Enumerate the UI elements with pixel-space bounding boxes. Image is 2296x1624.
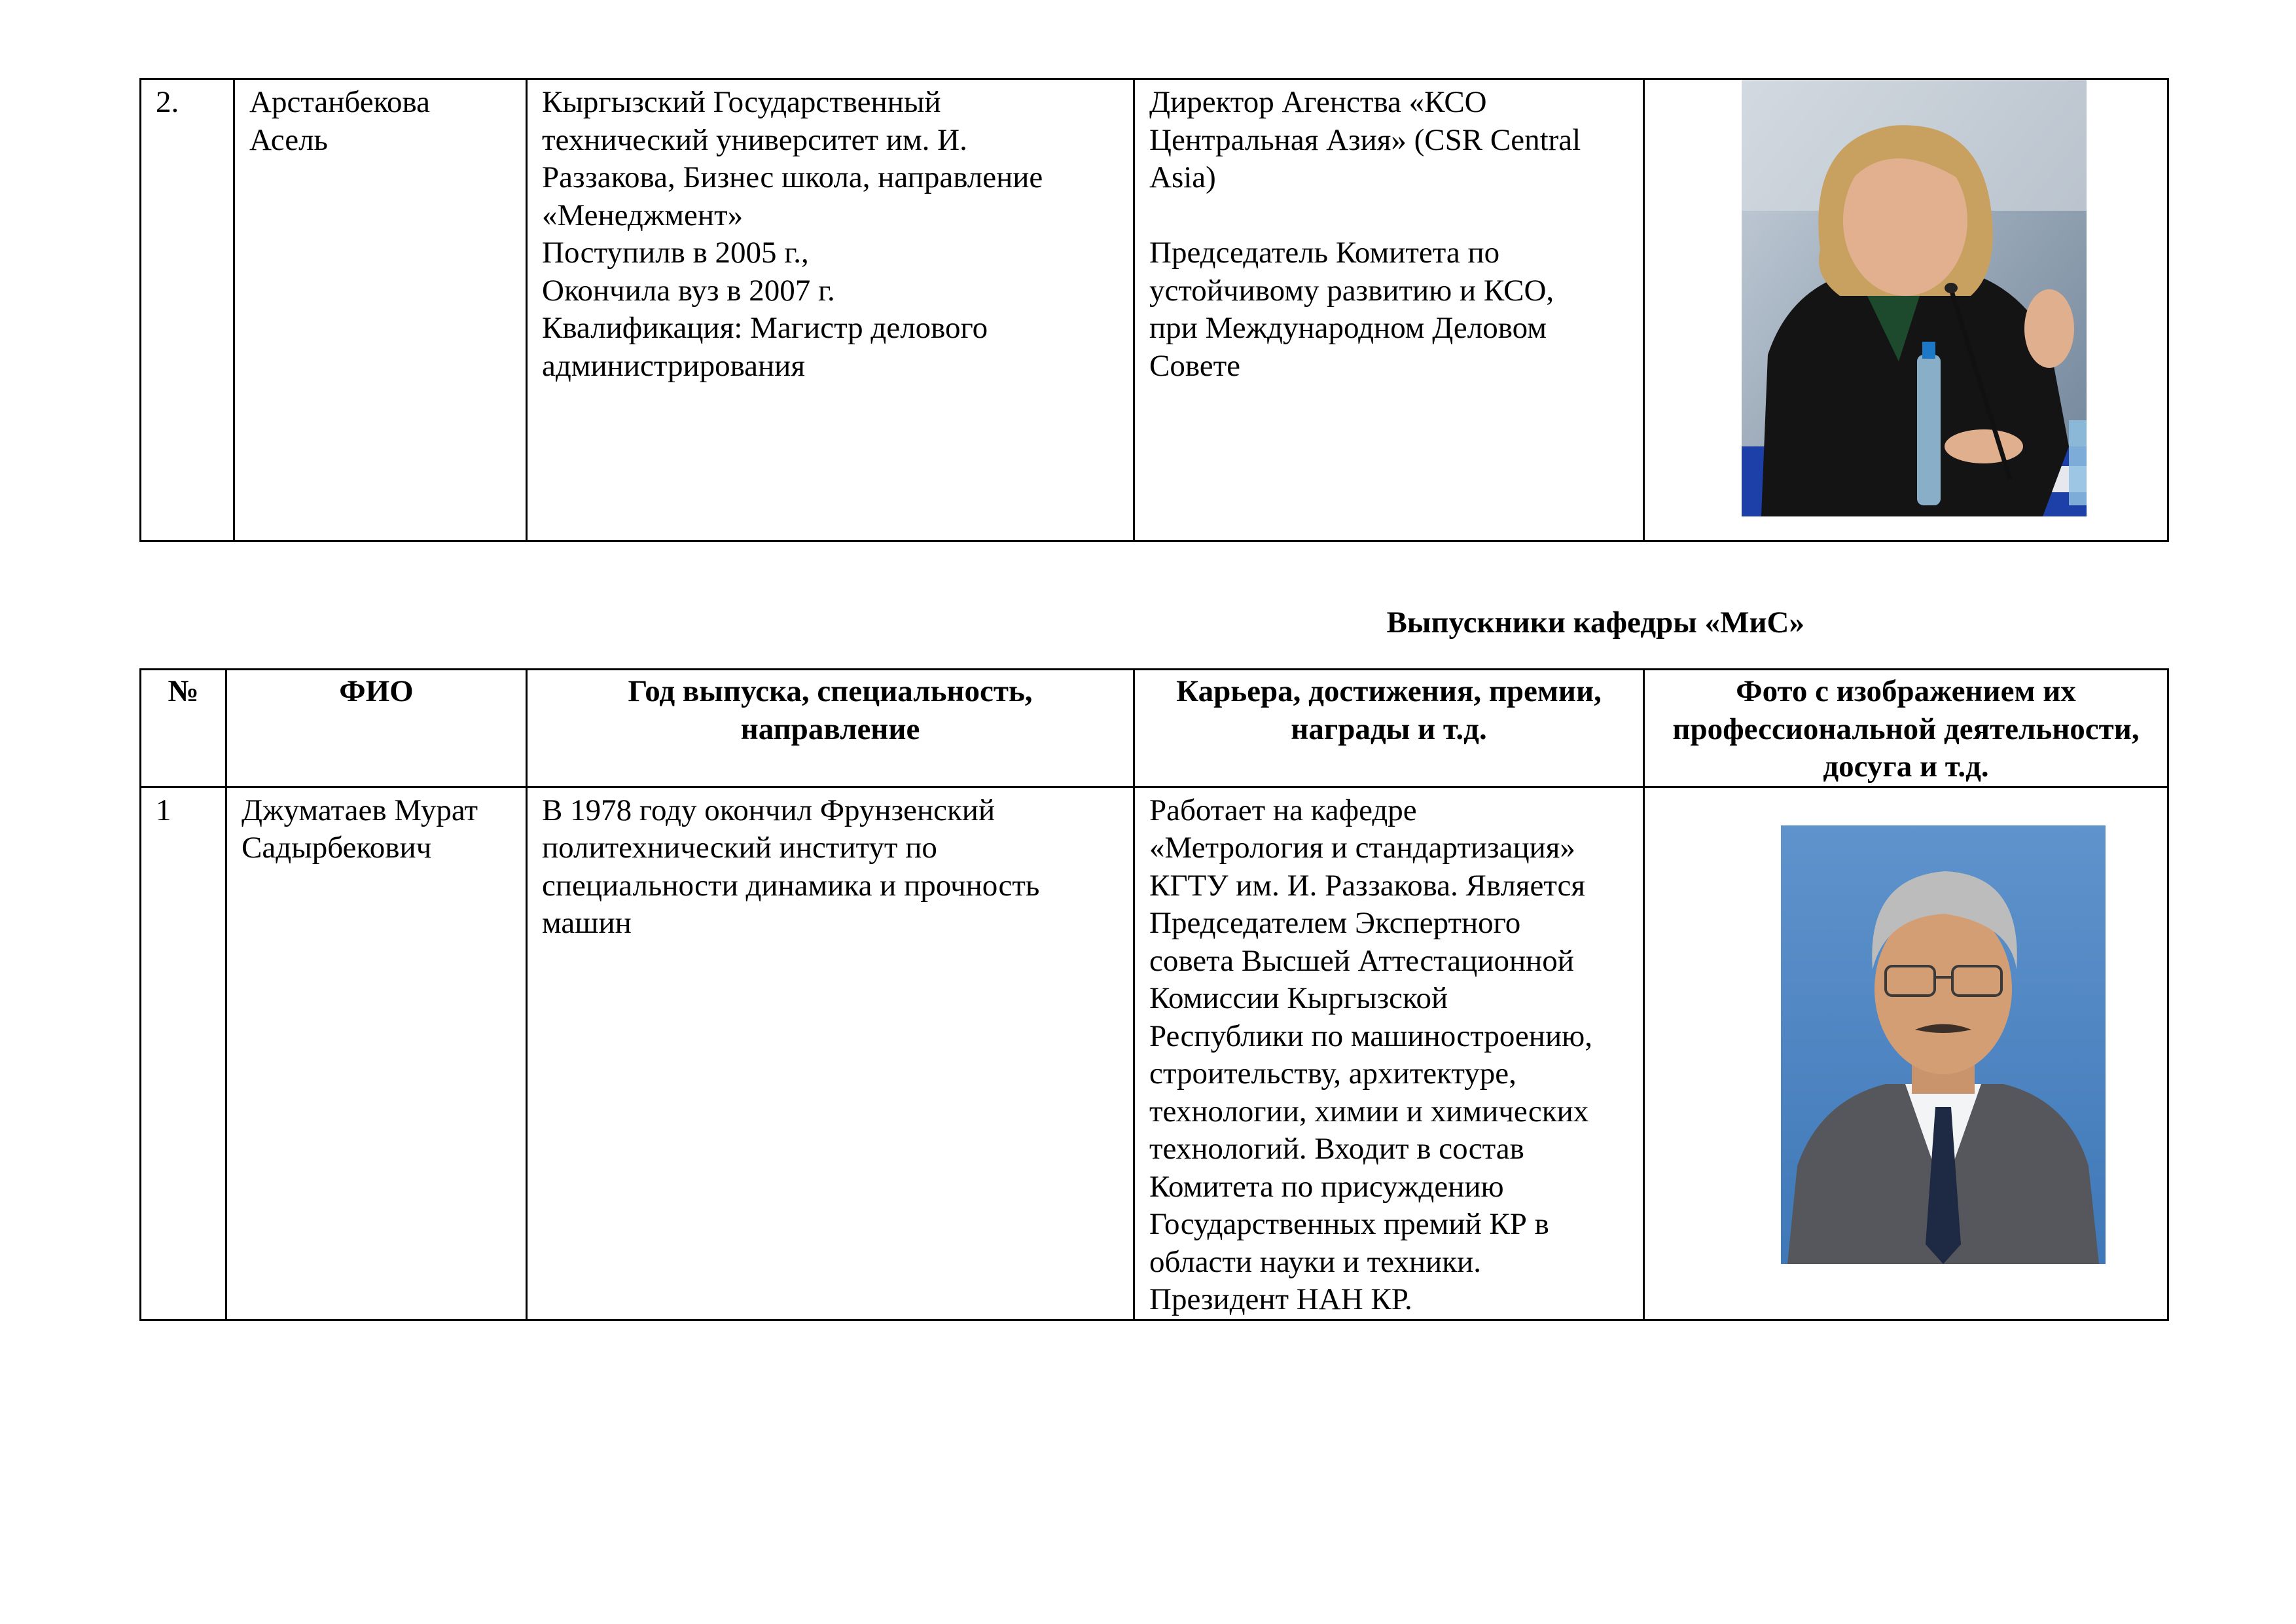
header-photo-label: Фото с изображением их профессиональной деятельности, досуга и т.д.: [1672, 674, 2140, 784]
header-name-label: ФИО: [339, 674, 414, 708]
header-career: [1134, 670, 1644, 787]
header-number: [141, 670, 226, 787]
header-name: [226, 670, 527, 787]
header-education-label: Год выпуска, специальность, направление: [628, 674, 1033, 746]
row-number: 1: [156, 793, 171, 827]
table-header-row: [141, 670, 2168, 787]
row-number-cell: [141, 787, 226, 1320]
table-row: [141, 787, 2168, 1320]
career-text: Директор Агенства «КСО Центральная Азия» (CSR Central Asia) Председатель Комитета по устойчивому развитию и КСО, при Международном Деловом Совете: [1149, 85, 1581, 383]
education-cell: [527, 79, 1134, 541]
education-text: В 1978 году окончил Фрунзенский политехнический институт по специальности динамика и прочность машин: [542, 793, 1040, 940]
header-education: [527, 670, 1134, 787]
graduate-name: Арстанбекова Асель: [249, 85, 430, 157]
photo-man-portrait: [1781, 825, 2106, 1264]
row-number: 2.: [156, 85, 179, 119]
photo-woman-speaking-at-conference: [1742, 80, 2087, 516]
graduates-table: [139, 668, 2169, 1321]
row-number-cell: [141, 79, 234, 541]
header-photo: [1644, 670, 2168, 787]
section-heading: Выпускники кафедры «МиС»: [1386, 605, 1804, 640]
career-cell: [1134, 79, 1644, 541]
photo-cell: [1644, 79, 2168, 541]
education-text: Кыргызский Государственный технический университет им. И. Раззакова, Бизнес школа, направление «Менеджмент» Поступилв в 2005 г., Окончила вуз в 2007 г. Квалификация: Магистр делового администрирования: [542, 85, 1043, 383]
graduates-table-continued: [139, 78, 2169, 542]
name-cell: [226, 787, 527, 1320]
career-text: Работает на кафедре «Метрология и стандартизация» КГТУ им. И. Раззакова. Является Председателем Экспертного совета Высшей Аттестационной Комиссии Кыргызской Республики по машиностроению, строительству, архитектуре, технологии, химии и химических технологий. Входит в состав Комитета по присуждению Государственных премий КР в области науки и техники. Президент НАН КР.: [1149, 793, 1592, 1316]
header-number-label: №: [168, 674, 199, 708]
table-row: [141, 79, 2168, 541]
graduate-name: Джуматаев Мурат Садырбекович: [242, 793, 478, 865]
name-cell: [234, 79, 527, 541]
photo-cell: [1644, 787, 2168, 1320]
header-career-label: Карьера, достижения, премии, награды и т.д.: [1176, 674, 1602, 746]
education-cell: [527, 787, 1134, 1320]
career-cell: [1134, 787, 1644, 1320]
